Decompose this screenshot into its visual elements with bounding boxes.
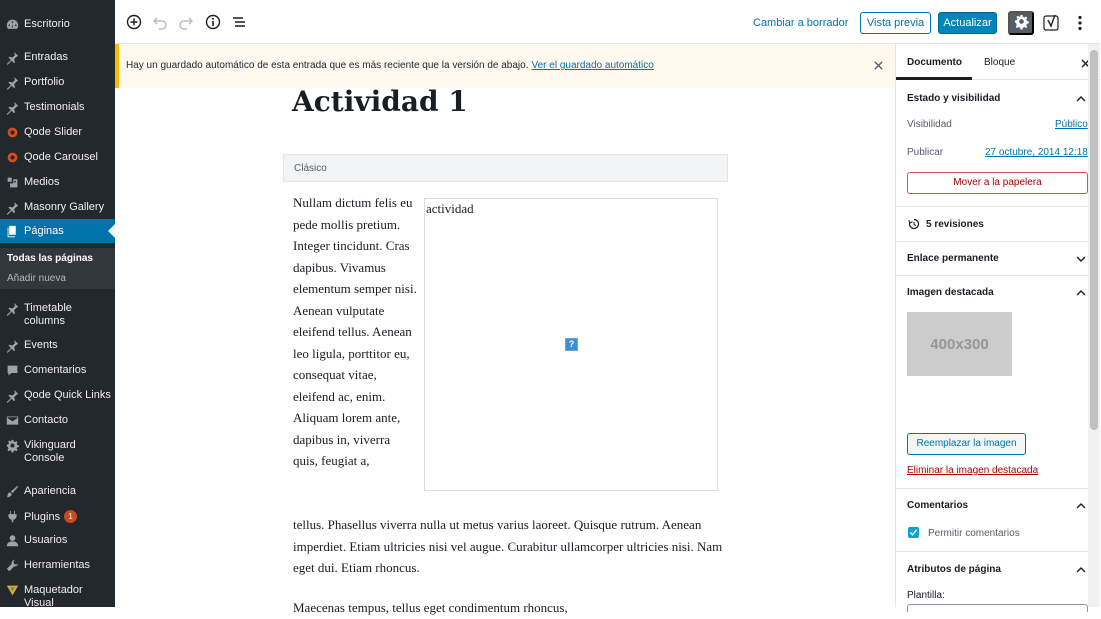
menu-item-entradas[interactable] bbox=[0, 50, 115, 64]
pages-icon bbox=[5, 224, 19, 238]
visibility-label: Visibilidad bbox=[907, 119, 952, 130]
menu-item-qode-slider[interactable] bbox=[0, 125, 115, 139]
scrollbar-thumb[interactable] bbox=[1090, 50, 1098, 430]
broken-image-icon: ? bbox=[565, 338, 578, 351]
info-icon[interactable] bbox=[204, 13, 222, 31]
publish-label: Publicar bbox=[907, 147, 944, 158]
preview-button[interactable]: Vista previa bbox=[860, 12, 931, 34]
classic-block-label: Clásico bbox=[294, 163, 327, 174]
active-tab-indicator bbox=[896, 77, 972, 80]
circle-icon bbox=[5, 150, 19, 164]
redo-icon[interactable] bbox=[177, 13, 195, 31]
settings-sidebar bbox=[895, 44, 1100, 607]
tab-document[interactable]: Documento bbox=[907, 57, 962, 68]
menu-label: Qode Quick Links bbox=[24, 389, 111, 401]
menu-label: Entradas bbox=[24, 51, 69, 63]
plugins-update-badge: 1 bbox=[64, 510, 77, 523]
sidebar-tabs bbox=[896, 44, 1101, 80]
menu-item-testimonials[interactable] bbox=[0, 100, 115, 114]
plug-icon bbox=[5, 509, 19, 523]
chevron-up-icon bbox=[1076, 565, 1086, 575]
divider bbox=[896, 275, 1088, 276]
menu-label: Comentarios bbox=[24, 364, 87, 376]
pin-icon bbox=[5, 100, 19, 114]
menu-label: Vikinguard Console bbox=[24, 439, 76, 464]
panel-title: Comentarios bbox=[907, 500, 969, 511]
menu-item-usuarios[interactable] bbox=[0, 533, 115, 547]
paragraph-next-text[interactable]: Maecenas tempus, tellus eget condimentum rhoncus, bbox=[293, 600, 568, 615]
menu-label: Masonry Gallery bbox=[24, 201, 105, 213]
pages-submenu bbox=[0, 248, 115, 289]
wrench-icon bbox=[5, 558, 19, 572]
pin-icon bbox=[5, 301, 19, 315]
gear-icon bbox=[5, 438, 19, 452]
pin-icon bbox=[5, 75, 19, 89]
menu-label bbox=[24, 509, 77, 524]
allow-comments-label: Permitir comentarios bbox=[928, 528, 1020, 539]
pin-icon bbox=[5, 200, 19, 214]
menu-item-masonry-gallery[interactable] bbox=[0, 200, 115, 214]
admin-sidebar bbox=[0, 0, 115, 607]
revisions-link: 5 revisiones bbox=[926, 219, 984, 230]
template-label: Plantilla: bbox=[907, 590, 945, 601]
media-icon bbox=[5, 175, 19, 189]
publish-date-link[interactable]: 27 octubre, 2014 12:18 bbox=[985, 147, 1088, 158]
chevron-up-icon bbox=[1076, 94, 1086, 104]
more-options-icon[interactable] bbox=[1073, 13, 1087, 33]
menu-item-events[interactable] bbox=[0, 338, 115, 352]
menu-item-apariencia[interactable] bbox=[0, 484, 115, 498]
visibility-value-link[interactable]: Público bbox=[1055, 119, 1088, 130]
menu-item-paginas[interactable] bbox=[0, 219, 115, 243]
classic-block-toolbar[interactable] bbox=[283, 154, 728, 182]
menu-label: Escritorio bbox=[24, 18, 70, 30]
chevron-down-icon bbox=[1076, 254, 1086, 264]
paragraph-full-text[interactable]: tellus. Phasellus viverra nulla ut metus varius laoreet. Quisque rutrum. Aenean imperdiet. Etiam ultricies nisi vel augue. Curabitur ullamcorper ultricies nisi. Nam eget dui. Etiam rhoncus. bbox=[293, 517, 723, 575]
replace-image-button[interactable]: Reemplazar la imagen bbox=[907, 433, 1026, 455]
menu-item-plugins[interactable] bbox=[0, 509, 115, 524]
outline-list-icon[interactable] bbox=[230, 13, 248, 31]
submenu-all-pages[interactable]: Todas las páginas bbox=[7, 253, 93, 264]
menu-label: Usuarios bbox=[24, 534, 68, 546]
circle-icon bbox=[5, 125, 19, 139]
notice-text bbox=[126, 60, 654, 71]
menu-item-escritorio[interactable] bbox=[0, 17, 115, 31]
plugins-label: Plugins bbox=[24, 511, 61, 523]
menu-label: Qode Carousel bbox=[24, 151, 98, 163]
remove-featured-image-link[interactable]: Eliminar la imagen destacada bbox=[907, 465, 1039, 476]
mail-icon bbox=[5, 413, 19, 427]
panel-title: Atributos de página bbox=[907, 564, 1001, 575]
menu-label: Timetable columns bbox=[24, 302, 72, 327]
menu-label: Maquetador Visual bbox=[24, 584, 83, 609]
menu-label: Portfolio bbox=[24, 76, 65, 88]
menu-item-timetable-columns[interactable] bbox=[0, 301, 115, 328]
autosave-notice bbox=[115, 44, 895, 88]
comment-icon bbox=[5, 363, 19, 377]
user-icon bbox=[5, 533, 19, 547]
menu-label: Qode Slider bbox=[24, 126, 83, 138]
editor-toolbar bbox=[115, 0, 1100, 44]
menu-item-contacto[interactable] bbox=[0, 413, 115, 427]
menu-item-portfolio[interactable] bbox=[0, 75, 115, 89]
menu-label: Events bbox=[24, 339, 58, 351]
history-icon bbox=[908, 218, 920, 230]
gear-icon bbox=[1014, 14, 1029, 32]
tab-block[interactable]: Bloque bbox=[984, 57, 1016, 68]
allow-comments-checkbox[interactable] bbox=[908, 527, 919, 538]
menu-item-vikinguard-console[interactable] bbox=[0, 438, 115, 465]
move-to-trash-button[interactable]: Mover a la papelera bbox=[907, 172, 1088, 194]
yoast-seo-icon[interactable] bbox=[1041, 12, 1063, 34]
close-icon[interactable] bbox=[871, 58, 885, 72]
menu-label: Testimonials bbox=[24, 101, 85, 113]
menu-label: Herramientas bbox=[24, 559, 91, 571]
media-embed-box[interactable] bbox=[424, 198, 718, 491]
settings-button[interactable] bbox=[1008, 11, 1034, 35]
layout-icon bbox=[5, 583, 19, 597]
view-autosave-link[interactable]: Ver el guardado automático bbox=[531, 60, 654, 71]
add-block-icon[interactable] bbox=[125, 13, 143, 31]
undo-icon[interactable] bbox=[151, 13, 169, 31]
pin-icon bbox=[5, 338, 19, 352]
chevron-up-icon bbox=[1076, 501, 1086, 511]
menu-label: Apariencia bbox=[24, 485, 76, 497]
menu-item-qode-carousel[interactable] bbox=[0, 150, 115, 164]
menu-label: Contacto bbox=[24, 414, 69, 426]
menu-item-medios[interactable] bbox=[0, 175, 115, 189]
panel-title: Enlace permanente bbox=[907, 253, 999, 264]
post-title[interactable]: Actividad 1 bbox=[292, 85, 468, 118]
pin-icon bbox=[5, 50, 19, 64]
update-button[interactable]: Actualizar bbox=[938, 12, 997, 34]
dashboard-icon bbox=[5, 17, 19, 31]
panel-title: Imagen destacada bbox=[907, 287, 994, 298]
submenu-add-new[interactable]: Añadir nueva bbox=[7, 273, 66, 284]
template-select[interactable] bbox=[907, 604, 1088, 612]
menu-item-qode-quick-links[interactable] bbox=[0, 388, 115, 402]
divider bbox=[896, 241, 1088, 242]
brush-icon bbox=[5, 484, 19, 498]
menu-item-herramientas[interactable] bbox=[0, 558, 115, 572]
panel-title: Estado y visibilidad bbox=[907, 93, 1001, 104]
menu-item-maquetador-visual[interactable] bbox=[0, 583, 115, 610]
featured-image-thumbnail[interactable] bbox=[907, 312, 1012, 376]
menu-label: Páginas bbox=[24, 224, 64, 237]
paragraph-wrapped-text[interactable]: Nullam dictum felis eu pede mollis pretium. Integer tincidunt. Cras dapibus. Vivamus elementum semper nisi. Aenean vulputate eleifend tellus. Aenean leo ligula, porttitor eu, consequat vitae, eleifend ac, enim. Aliquam lorem ante, dapibus in, viverra quis, feugiat a, bbox=[293, 195, 417, 468]
checkmark-icon bbox=[909, 528, 918, 537]
placeholder-size-text: 400x300 bbox=[930, 335, 989, 353]
menu-item-comentarios[interactable] bbox=[0, 363, 115, 377]
divider bbox=[896, 551, 1088, 552]
divider bbox=[896, 488, 1088, 489]
menu-label: Medios bbox=[24, 176, 60, 188]
notice-message: Hay un guardado automático de esta entrada que es más reciente que la versión de abajo. bbox=[126, 60, 529, 71]
chevron-up-icon bbox=[1076, 288, 1086, 298]
media-caption: actividad bbox=[426, 201, 474, 216]
link-icon bbox=[5, 388, 19, 402]
switch-to-draft-link[interactable]: Cambiar a borrador bbox=[753, 17, 849, 29]
divider bbox=[896, 206, 1088, 207]
